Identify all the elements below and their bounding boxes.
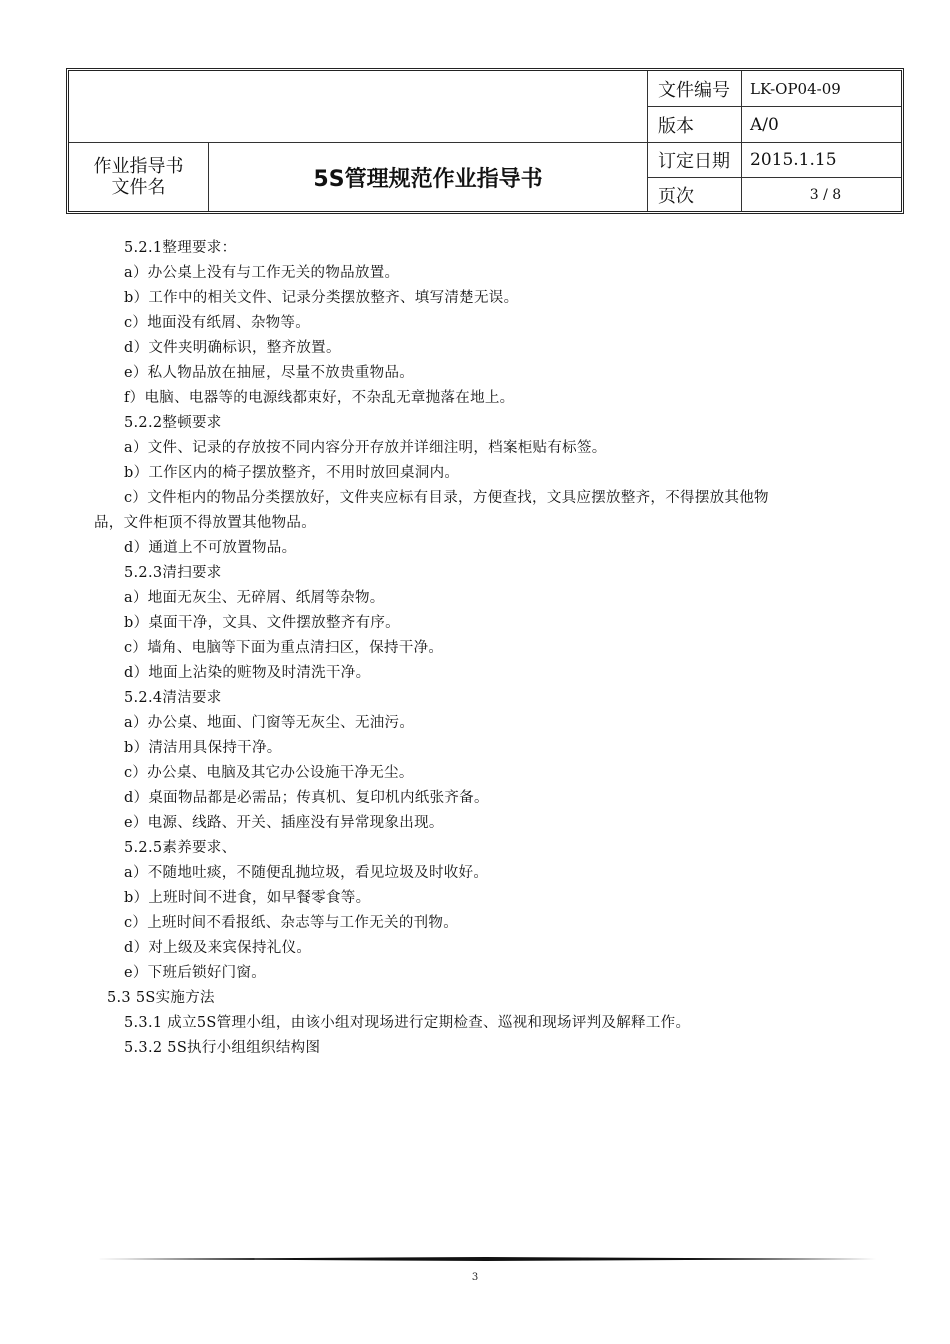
list-item: c）文件柜内的物品分类摆放好，文件夹应标有目录，方便查找，文具应摆放整齐，不得摆放其他物 xyxy=(124,490,769,506)
version-value: A/0 xyxy=(750,114,779,135)
doc-type-label xyxy=(69,143,208,211)
file-no-label: 文件编号 xyxy=(658,79,730,101)
page-label: 页次 xyxy=(658,185,694,207)
section-heading: 5.2.3清扫要求 xyxy=(124,565,222,581)
list-item: b）清洁用具保持干净。 xyxy=(124,740,282,756)
document-title: 5S管理规范作业指导书 xyxy=(313,166,543,192)
list-item: c）办公桌、电脑及其它办公设施干净无尘。 xyxy=(124,765,414,781)
section-heading: 5.2.5素养要求、 xyxy=(124,840,237,856)
document-header-table xyxy=(66,68,904,214)
footer-rule xyxy=(96,1257,876,1261)
list-item: b）工作区内的椅子摆放整齐，不用时放回桌洞内。 xyxy=(124,465,460,481)
list-item: d）文件夹明确标识，整齐放置。 xyxy=(124,340,341,356)
date-value: 2015.1.15 xyxy=(750,150,837,170)
list-item: a）办公桌、地面、门窗等无灰尘、无油污。 xyxy=(124,715,415,731)
footer-page-number: 3 xyxy=(471,1272,479,1283)
section-heading: 5.2.1整理要求： xyxy=(124,240,237,256)
list-item: c）地面没有纸屑、杂物等。 xyxy=(124,315,311,331)
list-item: b）工作中的相关文件、记录分类摆放整齐、填写清楚无误。 xyxy=(124,290,519,306)
list-item: c）上班时间不看报纸、杂志等与工作无关的刊物。 xyxy=(124,915,459,931)
section-heading: 5.2.4清洁要求 xyxy=(124,690,222,706)
page-value: 3 / 8 xyxy=(809,186,842,203)
list-item: d）地面上沾染的赃物及时清洗干净。 xyxy=(124,665,371,681)
list-item: c）墙角、电脑等下面为重点清扫区，保持干净。 xyxy=(124,640,444,656)
list-item: f）电脑、电器等的电源线都束好，不杂乱无章抛落在地上。 xyxy=(124,390,515,406)
list-item: a）文件、记录的存放按不同内容分开存放并详细注明，档案柜贴有标签。 xyxy=(124,440,607,456)
list-item: d）对上级及来宾保持礼仪。 xyxy=(124,940,312,956)
list-item: b）上班时间不进食，如早餐零食等。 xyxy=(124,890,371,906)
doc-type-label-line1: 作业指导书 xyxy=(93,156,184,177)
list-item-continuation: 品，文件柜顶不得放置其他物品。 xyxy=(94,515,316,531)
file-no-value: LK-OP04-09 xyxy=(750,79,841,98)
list-item: e）下班后锁好门窗。 xyxy=(124,965,267,981)
list-item: b）桌面干净，文具、文件摆放整齐有序。 xyxy=(124,615,400,631)
list-item: a）不随地吐痰，不随便乱抛垃圾，看见垃圾及时收好。 xyxy=(124,865,489,881)
list-item: d）通道上不可放置物品。 xyxy=(124,540,297,556)
list-item: d）桌面物品都是必需品；传真机、复印机内纸张齐备。 xyxy=(124,790,489,806)
doc-type-label-line2: 文件名 xyxy=(111,177,166,198)
version-label: 版本 xyxy=(658,115,694,137)
section-heading: 5.3 5S实施方法 xyxy=(107,990,215,1006)
list-item: e）电源、线路、开关、插座没有异常现象出现。 xyxy=(124,815,444,831)
section-heading: 5.2.2整顿要求 xyxy=(124,415,222,431)
list-item: e）私人物品放在抽屉，尽量不放贵重物品。 xyxy=(124,365,415,381)
list-item: a）地面无灰尘、无碎屑、纸屑等杂物。 xyxy=(124,590,385,606)
paragraph: 5.3.1 成立5S管理小组，由该小组对现场进行定期检查、巡视和现场评判及解释工作。 xyxy=(124,1015,691,1031)
list-item: a）办公桌上没有与工作无关的物品放置。 xyxy=(124,265,400,281)
date-label: 订定日期 xyxy=(658,151,730,172)
paragraph: 5.3.2 5S执行小组组织结构图 xyxy=(124,1040,321,1056)
